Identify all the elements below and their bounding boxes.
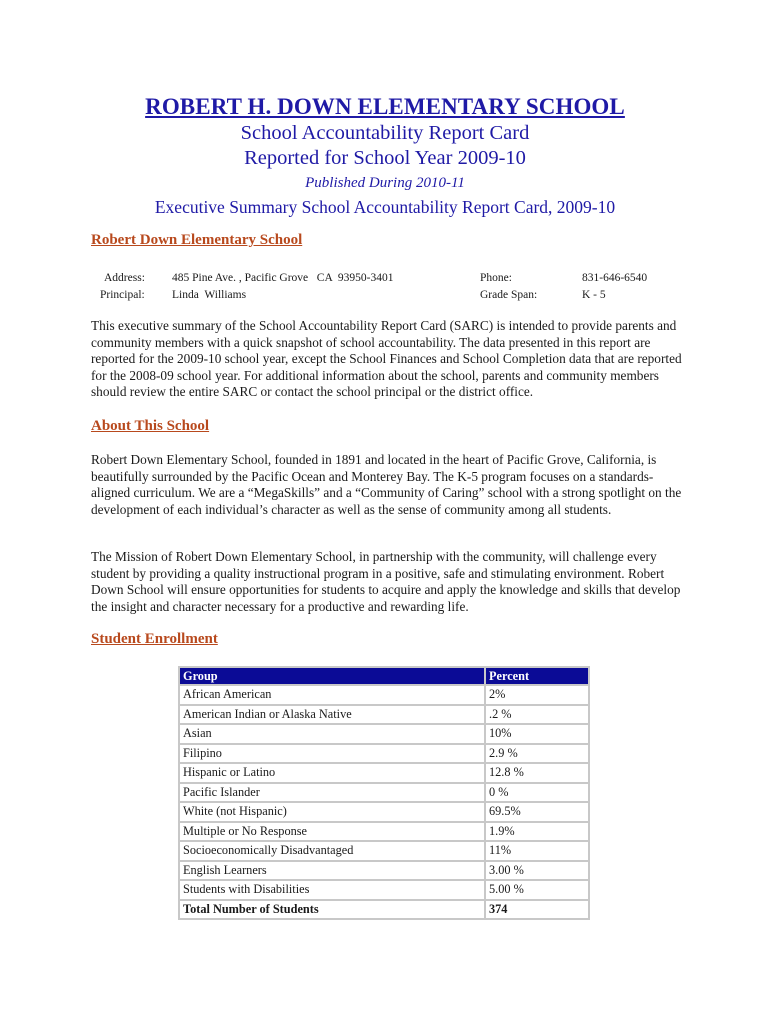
title-block [0, 93, 770, 219]
grade-span-label: Grade Span: [480, 289, 538, 301]
enrollment-heading: Student Enrollment [91, 631, 218, 647]
table-row [179, 705, 589, 725]
percent-cell: 5.00 % [485, 880, 589, 900]
phone-label: Phone: [480, 272, 512, 284]
group-cell: American Indian or Alaska Native [179, 705, 485, 725]
column-header-percent: Percent [485, 667, 589, 685]
total-row [179, 900, 589, 920]
principal-value: Linda Williams [172, 289, 247, 301]
school-name-title: ROBERT H. DOWN ELEMENTARY SCHOOL [145, 94, 625, 119]
executive-summary-title: Executive Summary School Accountability Report Card, 2009-10 [154, 197, 616, 217]
table-row [179, 744, 589, 764]
about-paragraph-1: Robert Down Elementary School, founded in 1891 and located in the heart of Pacific Grove, California, is beautifully surrounded by the Pacific Ocean and Monterey Bay. The K-5 program focuses on a standards-aligned curriculum. We are a “MegaSkills” and a “Community of Caring” school with a strong spotlight on the development of each individual’s character as well as the sense of community among all students. [91, 452, 682, 517]
table-row [179, 841, 589, 861]
grade-span-value: K - 5 [582, 289, 606, 301]
phone-value: 831-646-6540 [582, 272, 648, 284]
table-row [179, 783, 589, 803]
percent-cell: 10% [485, 724, 589, 744]
percent-cell: 0 % [485, 783, 589, 803]
group-cell: Pacific Islander [179, 783, 485, 803]
principal-label: Principal: [100, 289, 145, 301]
table-row [179, 880, 589, 900]
percent-cell: 3.00 % [485, 861, 589, 881]
percent-cell: 11% [485, 841, 589, 861]
info-row-address [100, 272, 647, 289]
group-cell: Multiple or No Response [179, 822, 485, 842]
percent-cell: .2 % [485, 705, 589, 725]
mission-paragraph: The Mission of Robert Down Elementary School, in partnership with the community, will challenge every student by providing a quality instructional program in a positive, safe and stimulating environment. Robert Down School will ensure opportunities for students to acquire and apply the knowledge and skills that develop the insight and character necessary for a productive and rewarding life. [91, 549, 681, 614]
percent-cell: 12.8 % [485, 763, 589, 783]
school-info-heading: Robert Down Elementary School [91, 232, 303, 248]
percent-cell: 1.9% [485, 822, 589, 842]
report-title: School Accountability Report Card [240, 122, 530, 144]
address-label: Address: [104, 272, 145, 284]
group-cell: Students with Disabilities [179, 880, 485, 900]
column-header-group: Group [179, 667, 485, 685]
total-value: 374 [485, 900, 589, 920]
table-row [179, 685, 589, 705]
published-date: Published During 2010-11 [305, 175, 465, 191]
group-cell: Filipino [179, 744, 485, 764]
percent-cell: 2.9 % [485, 744, 589, 764]
group-cell: White (not Hispanic) [179, 802, 485, 822]
table-row [179, 802, 589, 822]
total-label: Total Number of Students [179, 900, 485, 920]
about-heading: About This School [91, 418, 210, 434]
percent-cell: 2% [485, 685, 589, 705]
intro-paragraph: This executive summary of the School Accountability Report Card (SARC) is intended to provide parents and community members with a quick snapshot of school accountability. The data presented in this report are reported for the 2009-10 school year, except the School Finances and School Completion data that are reported for the 2008-09 school year. For additional information about the school, parents and community members should review the entire SARC or contact the school principal or the district office. [91, 318, 682, 400]
table-row [179, 724, 589, 744]
info-row-principal [100, 289, 647, 306]
report-year: Reported for School Year 2009-10 [244, 147, 526, 169]
school-info-table [100, 272, 647, 306]
group-cell: Hispanic or Latino [179, 763, 485, 783]
table-row [179, 822, 589, 842]
group-cell: African American [179, 685, 485, 705]
address-value: 485 Pine Ave. , Pacific Grove CA 93950-3401 [172, 272, 394, 284]
group-cell: English Learners [179, 861, 485, 881]
table-row [179, 763, 589, 783]
enrollment-table [178, 666, 590, 920]
enrollment-header-row [179, 667, 589, 685]
table-row [179, 861, 589, 881]
percent-cell: 69.5% [485, 802, 589, 822]
group-cell: Asian [179, 724, 485, 744]
group-cell: Socioeconomically Disadvantaged [179, 841, 485, 861]
